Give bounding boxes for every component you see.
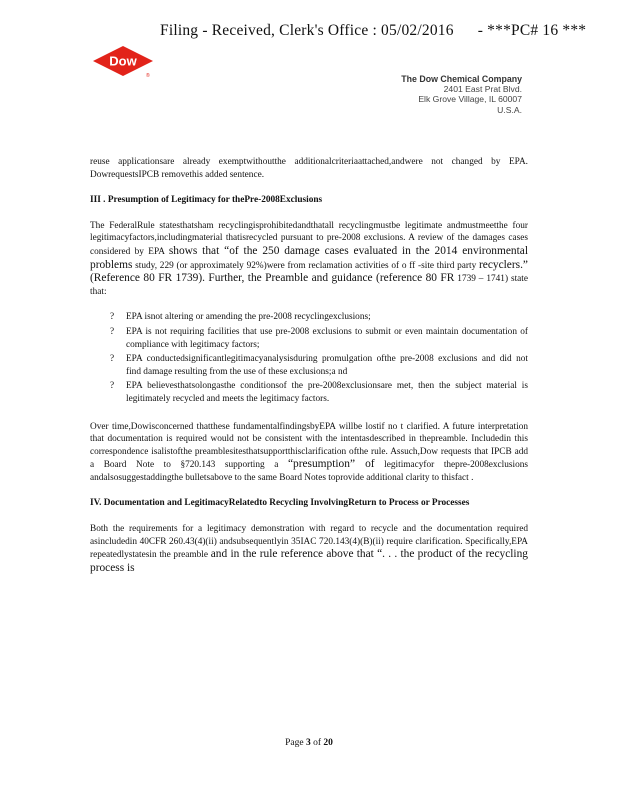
address-city: Elk Grove Village, IL 60007 xyxy=(418,94,522,105)
page-of-label: of xyxy=(313,738,321,748)
paragraph-federal-rule xyxy=(90,220,528,299)
list-item xyxy=(110,353,528,378)
section-heading-documentation: IV. Documentation and LegitimacyRelatedto Recycling InvolvingReturn to Process or Processes xyxy=(90,498,470,509)
paragraph-federal-rule-part5: 1739 – 1741) state that: xyxy=(90,274,529,297)
list-item-text: EPA believesthatsolongasthe conditionsof the pre-2008exclusionsare met, then the subject material is legitimately recycled and meets the legitimacy factors. xyxy=(126,381,528,404)
address-street: 2401 East Prat Blvd. xyxy=(443,84,522,95)
list-item xyxy=(110,311,528,324)
list-item xyxy=(110,326,528,351)
paragraph-requirements xyxy=(90,523,528,575)
list-item xyxy=(110,380,528,405)
page-number: 3 xyxy=(305,738,311,748)
letter-body xyxy=(90,156,528,575)
company-name: The Dow Chemical Company xyxy=(401,74,522,84)
page-total: 20 xyxy=(323,738,333,748)
paragraph-federal-rule-part2: shows that “of the 250 damage cases evaluated in the 2014 environmental problems xyxy=(90,244,528,271)
bullet-marker: ? xyxy=(110,354,115,365)
dow-logo xyxy=(90,42,156,80)
paragraph-requirements-part1: Both the requirements for a legitimacy demonstration with regard to recycle and the documentation required asincludedin 40CFR 260.43(4)(ii) andsubsequentlyin 35IAC 720.143(4)(B)(ii) require clarification. Specifically,EPA repeatedlystatesin the preamble xyxy=(90,524,528,561)
paragraph-over-time xyxy=(90,421,528,485)
section-heading-presumption: III . Presumption of Legitimacy for thePre-2008Exclusions xyxy=(90,195,323,206)
svg-text:Dow: Dow xyxy=(109,53,137,69)
bullet-marker: ? xyxy=(110,381,115,392)
list-item-text: EPA isnot altering or amending the pre-2008 recyclingexclusions; xyxy=(126,312,371,323)
bullet-marker: ? xyxy=(110,312,115,323)
paragraph-reuse: reuse applicationsare already exemptwithoutthe additionalcriteriaattached,andwere not changed by EPA. DowrequestsIPCB removethis added sentence. xyxy=(90,157,528,180)
paragraph-federal-rule-part1: The FederalRule statesthatsham recyclingisprohibitedandthatall recyclingmustbe legitimate andmustmeetthe four legitimacyfactors,includingmaterial thatisrecycled pursuant to pre-2008 exclusions. A review of the damages cases considered by EPA xyxy=(90,220,528,257)
paragraph-requirements-part2: and in the rule reference above that “. . . the product of the recycling process is xyxy=(90,548,528,574)
page-label: Page xyxy=(285,738,304,748)
paragraph-over-time-part2: “presumption” of xyxy=(287,458,375,471)
list-item-text: EPA conductedsignificantlegitimacyanalysisduring promulgation ofthe pre-2008 exclusions and did not find damage resulting from the use of these exclusions;a nd xyxy=(126,354,528,377)
paragraph-federal-rule-part3: study, 229 (or approximately 92%)were from reclamation activities of o ff -site third party xyxy=(135,260,477,271)
company-address xyxy=(401,74,522,115)
epa-findings-list xyxy=(90,311,528,405)
page-footer xyxy=(0,738,618,748)
paragraph-federal-rule-part4: recyclers.” (Reference 80 FR 1739). Further, the Preamble and guidance (reference 80 FR xyxy=(90,258,528,285)
bullet-marker: ? xyxy=(110,326,115,337)
svg-text:®: ® xyxy=(146,73,150,79)
filing-header xyxy=(160,22,586,40)
filing-text: Filing - Received, Clerk's Office : 05/02/2016 xyxy=(160,22,454,39)
address-country: U.S.A. xyxy=(497,104,522,115)
paragraph-over-time-part3: legitimacyfor thepre-2008exclusions andalsosuggestaddingthe bulletsabove to the same Board Notes toprovide additional clarity to thisfact . xyxy=(90,460,528,483)
filing-id: - ***PC# 16 *** xyxy=(477,22,587,39)
paragraph-over-time-part1: Over time,Dowisconcerned thatthese fundamentalfindingsbyEPA willbe lostif no t clarified. A future interpretation that documentation is required would not be consistent with the intentasdescribed in thepreamble. Includedin this correspondence isalistofthe preamblesitesthatsupportthisclarification ofthe rule. Assuch,Dow requests that IPCB add a Board Note to §720.143 supporting a xyxy=(90,421,528,471)
list-item-text: EPA is not requiring facilities that use pre-2008 exclusions to submit or even maintain documentation of compliance with legitimacy factors; xyxy=(126,326,528,350)
